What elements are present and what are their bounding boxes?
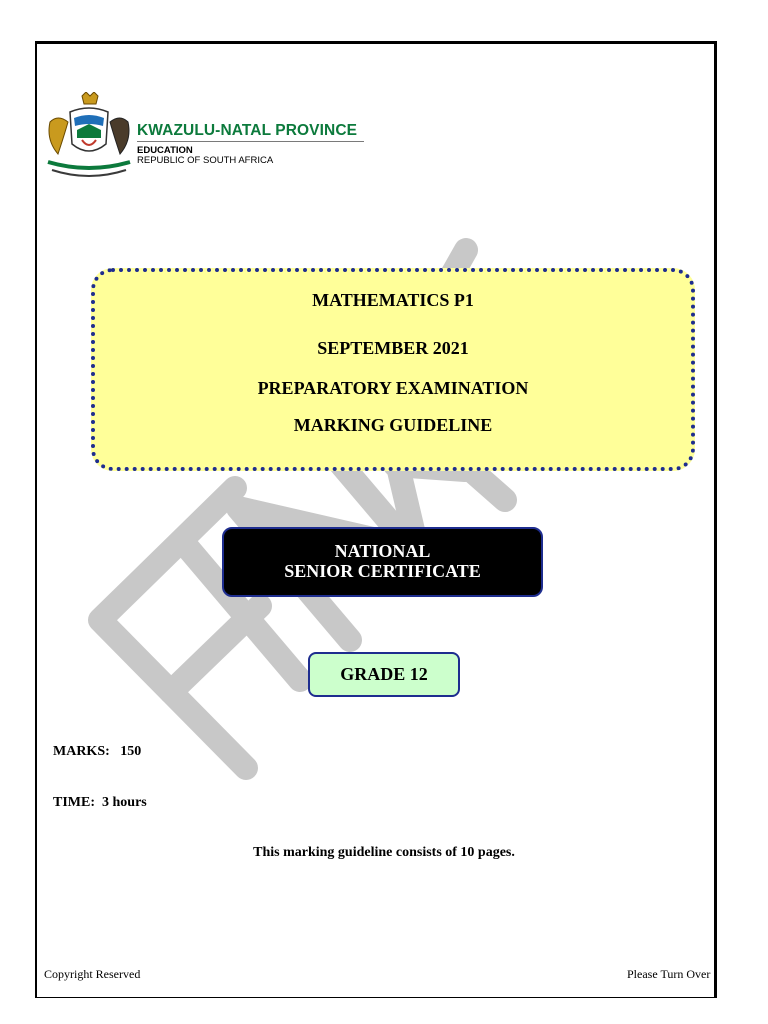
footer-turn-over: Please Turn Over xyxy=(627,967,711,981)
certificate-line-1: NATIONAL xyxy=(334,541,431,561)
subject-title: MATHEMATICS P1 xyxy=(312,290,474,310)
kzn-education-logo xyxy=(44,92,374,184)
certificate-banner xyxy=(222,527,543,597)
footer-copyright: Copyright Reserved xyxy=(44,967,141,981)
pages-note: This marking guideline consists of 10 pages. xyxy=(253,845,515,860)
certificate-line-2: SENIOR CERTIFICATE xyxy=(284,561,481,581)
province-name: KWAZULU-NATAL PROVINCE xyxy=(137,122,358,139)
logo-divider xyxy=(137,141,364,142)
exam-type: PREPARATORY EXAMINATION xyxy=(257,378,529,398)
country-name: REPUBLIC OF SOUTH AFRICA xyxy=(137,155,274,166)
exam-date: SEPTEMBER 2021 xyxy=(317,338,469,358)
document-type: MARKING GUIDELINE xyxy=(293,415,493,435)
marks-label: MARKS: 150 xyxy=(53,744,142,759)
time-label: TIME: 3 hours xyxy=(53,795,147,810)
exam-title-box xyxy=(91,268,695,471)
coat-of-arms-icon xyxy=(44,92,134,182)
grade-badge: GRADE 12 xyxy=(308,652,460,697)
department-name: EDUCATION xyxy=(137,145,193,156)
